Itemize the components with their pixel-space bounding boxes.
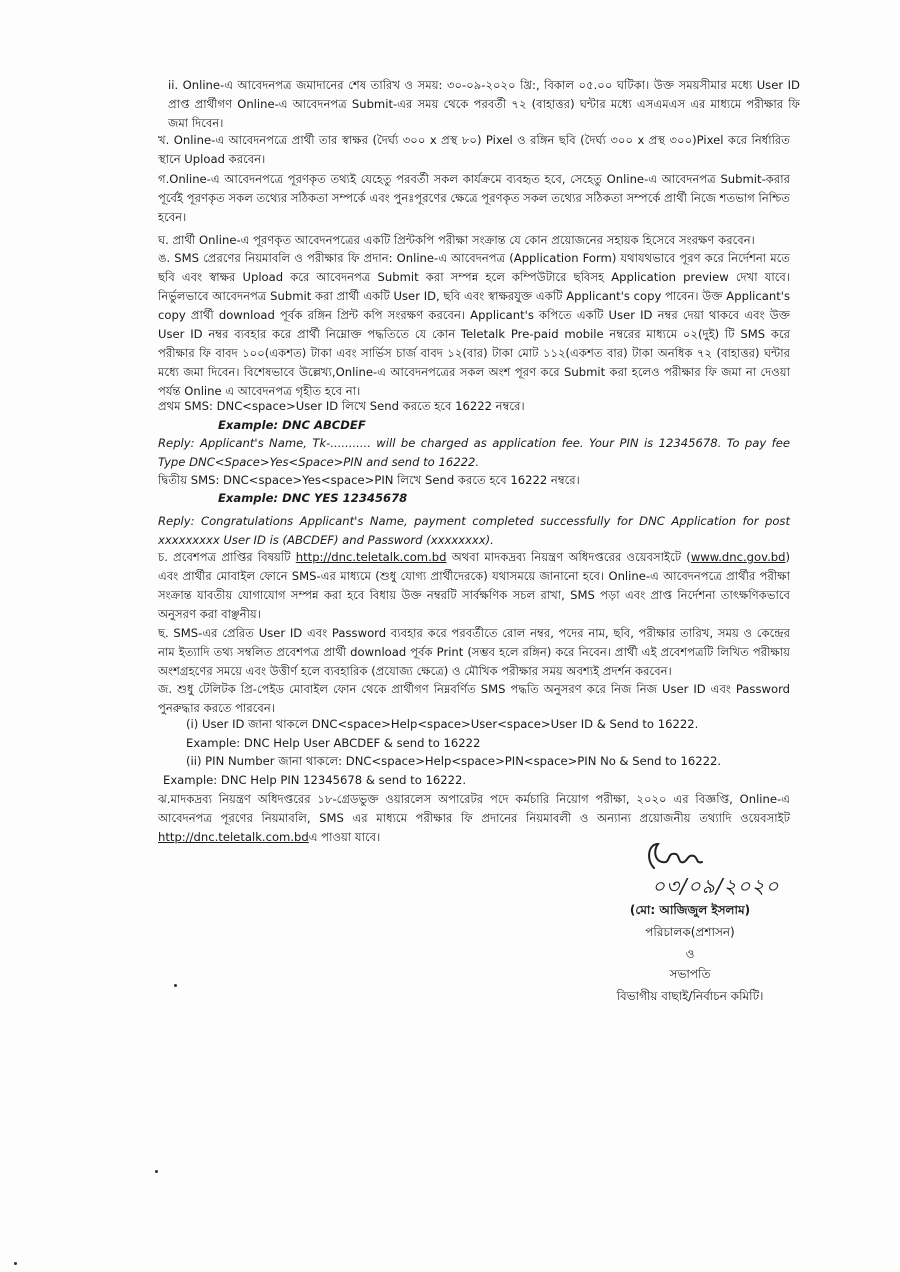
signatory-and: ও (685, 947, 695, 961)
example-1 (218, 416, 518, 435)
para-uma: ঙ. SMS প্রেরণের নিয়মাবলি ও পরীক্ষার ফি প্রদান: Online-এ আবেদনপত্র (Application Form) যথাযথভাবে পূরণ করে নির্দেশনা মতে ছবি এবং স্বাক্ষর Upload করে আবেদনপত্র Submit করা সম্পন্ন হলে কম্পিউটারে ছবিসহ Application preview দেখা যাবে। নির্ভুলভাবে আবেদনপত্র Submit করা প্রার্থী একটি User ID, ছবি এবং স্বাক্ষরযুক্ত একটি Applicant's copy পাবেন। উক্ত Applicant's copy প্রার্থী download পূর্বক রঙ্গিন প্রিন্ট কপি সংরক্ষণ করবেন। Applicant's কপিতে একটি User ID নম্বর দেয়া থাকবে এবং উক্ত User ID নম্বর ব্যবহার করে প্রার্থী নিম্নোক্ত পদ্ধতিতে যে কোন Teletalk Pre-paid mobile নম্বরের মাধ্যমে ০২(দুই) টি SMS করে পরীক্ষার ফি বাবদ ১০০(একশত) টাকা এবং সার্ভিস চার্জ বাবদ ১২(বার) টাকা মোট ১১২(একশত বার) টাকা অনধিক ৭২ (বাহাত্তর) ঘন্টার মধ্যে জমা দিবেন। বিশেষভাবে উল্লেখ্য,Online-এ আবেদনপত্রের সকল অংশ পূরণ করে Submit করা হলেও পরীক্ষার ফি জমা না দেওয়া পর্যন্ত Online এ আবেদনপত্র গৃহীত হবে না। (158, 251, 790, 398)
teletalk-link[interactable]: http://dnc.teletalk.com.bd (295, 550, 447, 564)
para-cha-a: চ. প্রবেশপত্র প্রাপ্তির বিষয়টি (158, 550, 296, 564)
para-chha: ছ. SMS-এর প্রেরিত User ID এবং Password ব্যবহার করে পরবর্তীতে রোল নম্বর, পদের নাম, ছবি, পরীক্ষার তারিখ, সময় ও কেন্দ্রের নাম ইত্যাদি তথ্য সম্বলিত প্রবেশপত্র প্রার্থী download পূর্বক Print (সম্ভব হলে রঙ্গিন) করে নিবেন। প্রার্থী এই প্রবেশপত্রটি লিখিত পরীক্ষায় অংশগ্রহণের সময়ে এবং উত্তীর্ণ হলে ব্যবহারিক (প্রযোজ্য ক্ষেত্রে) ও মৌখিক পরীক্ষার সময় অবশ্যই প্রদর্শন করবেন। (158, 626, 790, 678)
item-ii-example (163, 771, 763, 790)
item-i: (i) User ID জানা থাকলে DNC<space>Help<space>User<space>User ID & Send to 16222. (186, 717, 699, 731)
para-cha (158, 548, 790, 624)
signatory-committee: বিভাগীয় বাছাই/নির্বাচন কমিটি। (616, 989, 764, 1003)
para-ja: জ. শুধু টেলিটক প্রি-পেইড মোবাইল ফোন থেকে প্রার্থীগণ নিম্নবর্ণিত SMS পদ্ধতি অনুসরণ করে নিজ নিজ User ID এবং Password পুনরুদ্ধার করতে পারবেন। (158, 682, 790, 715)
item-ii-example-label: Example: (163, 773, 221, 787)
signatory-name: (মো: আজিজুল ইসলাম) (629, 903, 751, 917)
scan-speck (155, 1170, 158, 1173)
item-i-example-code: DNC Help User ABCDEF (243, 736, 381, 750)
scan-speck (14, 1262, 17, 1265)
item-ii: (ii) PIN Number জানা থাকলে: DNC<space>Help<space>PIN<space>PIN No & Send to 16222. (186, 754, 722, 768)
para-jha-a: ঝ.মাদকদ্রব্য নিয়ন্ত্রণ অধিদপ্তরের ১৮-গ্রেডভুক্ত ওয়ারলেস অপারেটর পদে কর্মচারি নিয়োগ পরীক্ষা, ২০২০ এর বিজ্ঞপ্তি, Online-এ আবেদনপত্র পূরণের নিয়মাবলি, SMS এর মাধ্যমে পরীক্ষার ফি প্রদানের নিয়মাবলী ও অন্যান্য প্রয়োজনীয় তথ্যাদি ওয়েবসাইট (158, 792, 790, 825)
item-ii-example-tail: & send to 16222. (362, 773, 467, 787)
para-ga: গ.Online-এ আবেদনপত্রে পূরণকৃত তথ্যই যেহেতু পরবর্তী সকল কার্যক্রমে ব্যবহৃত হবে, সেহেতু Online-এ আবেদনপত্র Submit-করার পূর্বেই পূরণকৃত সকল তথ্যের সঠিকতা সম্পর্কে এবং পুনঃপূরণের ক্ষেত্রে পূরণকৃত সকল তথ্যের সঠিকতা সম্পর্কে প্রার্থী নিজে শতভাগ নিশ্চিত হবেন। (158, 172, 790, 224)
para-gha: ঘ. প্রার্থী Online-এ পূরণকৃত আবেদনপত্রের একটি প্রিন্টকপি পরীক্ষা সংক্রান্ত যে কোন প্রয়োজনের সহায়ক হিসেবে সংরক্ষণ করবেন। (158, 233, 755, 247)
reply-1: Reply: Applicant's Name, Tk-........... will be charged as application fee. Your PIN is 12345678. To pay fee Type DNC<Space>Yes<Space>PIN and send to 16222. (158, 436, 790, 469)
second-sms: দ্বিতীয় SMS: DNC<space>Yes<space>PIN লিখে Send করতে হবে 16222 নম্বরে। (158, 473, 580, 487)
item-i-example-tail: & send to 16222 (380, 736, 481, 750)
item-i-example (186, 734, 786, 753)
signatory-role: সভাপতি (669, 967, 711, 981)
para-kha: খ. Online-এ আবেদনপত্রে প্রার্থী তার স্বাক্ষর (দৈর্ঘ্য ৩০০ x প্রস্থ ৮০) Pixel ও রঙ্গিন ছবি (দৈর্ঘ্য ৩০০ x প্রস্থ ৩০০)Pixel করে নির্ধারিত স্থানে Upload করবেন। (158, 133, 790, 166)
item-i-example-label: Example: (186, 736, 244, 750)
item-ii-example-code: DNC Help PIN 12345678 (220, 773, 363, 787)
example-2 (218, 489, 518, 508)
first-sms: প্রথম SMS: DNC<space>User ID লিখে Send করতে হবে 16222 নম্বরে। (158, 399, 525, 413)
signature-date: ০৩/০৯/২০২০ (652, 874, 780, 898)
example-1-text: Example: DNC ABCDEF (218, 418, 366, 432)
signatory-title: পরিচালক(প্রশাসন) (645, 925, 735, 939)
handwritten-signature-icon (640, 838, 720, 874)
teletalk-link-2[interactable]: http://dnc.teletalk.com.bd (158, 830, 309, 844)
para-ii: ii. Online-এ আবেদনপত্র জমাদানের শেষ তারিখ ও সময়: ৩০-০৯-২০২০ খ্রি:, বিকাল ০৫.০০ ঘটিকা। উক্ত সময়সীমার মধ্যে User ID প্রাপ্ত প্রার্থীগণ Online-এ আবেদনপত্র Submit-এর সময় থেকে পরবর্তী ৭২ (বাহাত্তর) ঘন্টার মধ্যে এসএমএস এর মাধ্যমে পরীক্ষার ফি জমা দিবেন। (168, 78, 800, 130)
para-jha-b: এ পাওয়া যাবে। (308, 830, 381, 844)
dnc-gov-link[interactable]: www.dnc.gov.bd (690, 550, 786, 564)
reply-2: Reply: Congratulations Applicant's Name, payment completed successfully for DNC Application for post xxxxxxxxx User ID is (ABCDEF) and Password (xxxxxxxx). (158, 514, 790, 547)
para-cha-b: অথবা মাদকদ্রব্য নিয়ন্ত্রণ অধিদপ্তরের ওয়েবসাইটে ( (446, 550, 691, 564)
example-2-text: Example: DNC YES 12345678 (218, 491, 408, 505)
para-cha-c: ) এবং প্রার্থীর মোবাইল ফোনে SMS-এর মাধ্যমে (শুধু যোগ্য প্রার্থীদেরকে) যথাসময়ে জানানো হবে। Online-এ আবেদনপত্রে প্রার্থীর পরীক্ষা সংক্রান্ত যাবতীয় যোগাযোগ সম্পন্ন করা হবে বিধায় উক্ত নম্বরটি সার্বক্ষণিক সচল রাখা, SMS পড়া এবং প্রাপ্ত নির্দেশনা তাৎক্ষণিকভাবে অনুসরণ করা বাঞ্ছনীয়। (158, 550, 791, 621)
scan-speck (174, 984, 177, 987)
